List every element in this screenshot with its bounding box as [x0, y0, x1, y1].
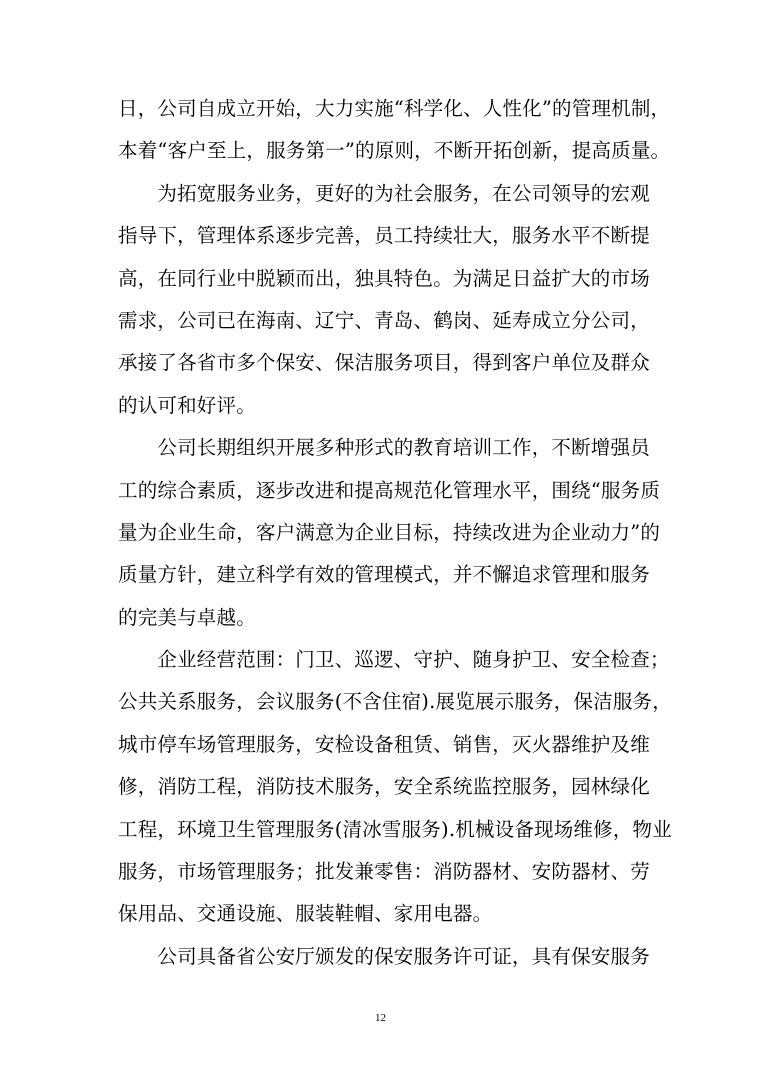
text-line: 指导下，管理体系逐步完善，员工持续壮大，服务水平不断提 [118, 224, 650, 248]
text-line: 的完美与卓越。 [118, 605, 256, 629]
text-line: 保用品、交通设施、服装鞋帽、家用电器。 [118, 902, 493, 926]
text-line: 公共关系服务，会议服务(不含住宿).展览展示服务，保洁服务， [118, 690, 672, 714]
text-line: 工的综合素质，逐步改进和提高规范化管理水平，围绕“服务质 [118, 478, 661, 502]
text-line: 承接了各省市多个保安、保洁服务项目，得到客户单位及群众 [118, 351, 650, 375]
text-line: 日，公司自成立开始，大力实施“科学化、人性化”的管理机制， [118, 97, 671, 120]
text-line: 城市停车场管理服务，安检设备租赁、销售，灭火器维护及维 [118, 732, 650, 756]
body-text [118, 88, 672, 978]
text-line: 企业经营范围：门卫、巡逻、守护、随身护卫、安全检查； [118, 648, 670, 672]
text-line: 本着“客户至上，服务第一”的原则，不断开拓创新，提高质量。 [118, 139, 671, 163]
text-line: 为拓宽服务业务，更好的为社会服务，在公司领导的宏观 [118, 181, 650, 205]
text-line: 量为企业生命，客户满意为企业目标，持续改进为企业动力”的 [118, 520, 661, 544]
text-line: 质量方针，建立科学有效的管理模式，并不懈追求管理和服务 [118, 563, 650, 587]
text-line: 需求，公司已在海南、辽宁、青岛、鹤岗、延寿成立分公司， [118, 308, 650, 332]
text-line: 工程，环境卫生管理服务(清冰雪服务).机械设备现场维修，物业 [118, 817, 672, 841]
text-line: 服务，市场管理服务；批发兼零售：消防器材、安防器材、劳 [118, 860, 650, 884]
text-line: 修，消防工程，消防技术服务，安全系统监控服务，园林绿化 [118, 775, 650, 799]
page-number: 12 [375, 1012, 386, 1024]
text-line: 公司具备省公安厅颁发的保安服务许可证，具有保安服务 [118, 944, 650, 968]
text-line: 高，在同行业中脱颖而出，独具特色。为满足日益扩大的市场 [118, 266, 650, 290]
text-line: 公司长期组织开展多种形式的教育培训工作，不断增强员 [118, 436, 650, 460]
text-line: 的认可和好评。 [118, 393, 256, 417]
